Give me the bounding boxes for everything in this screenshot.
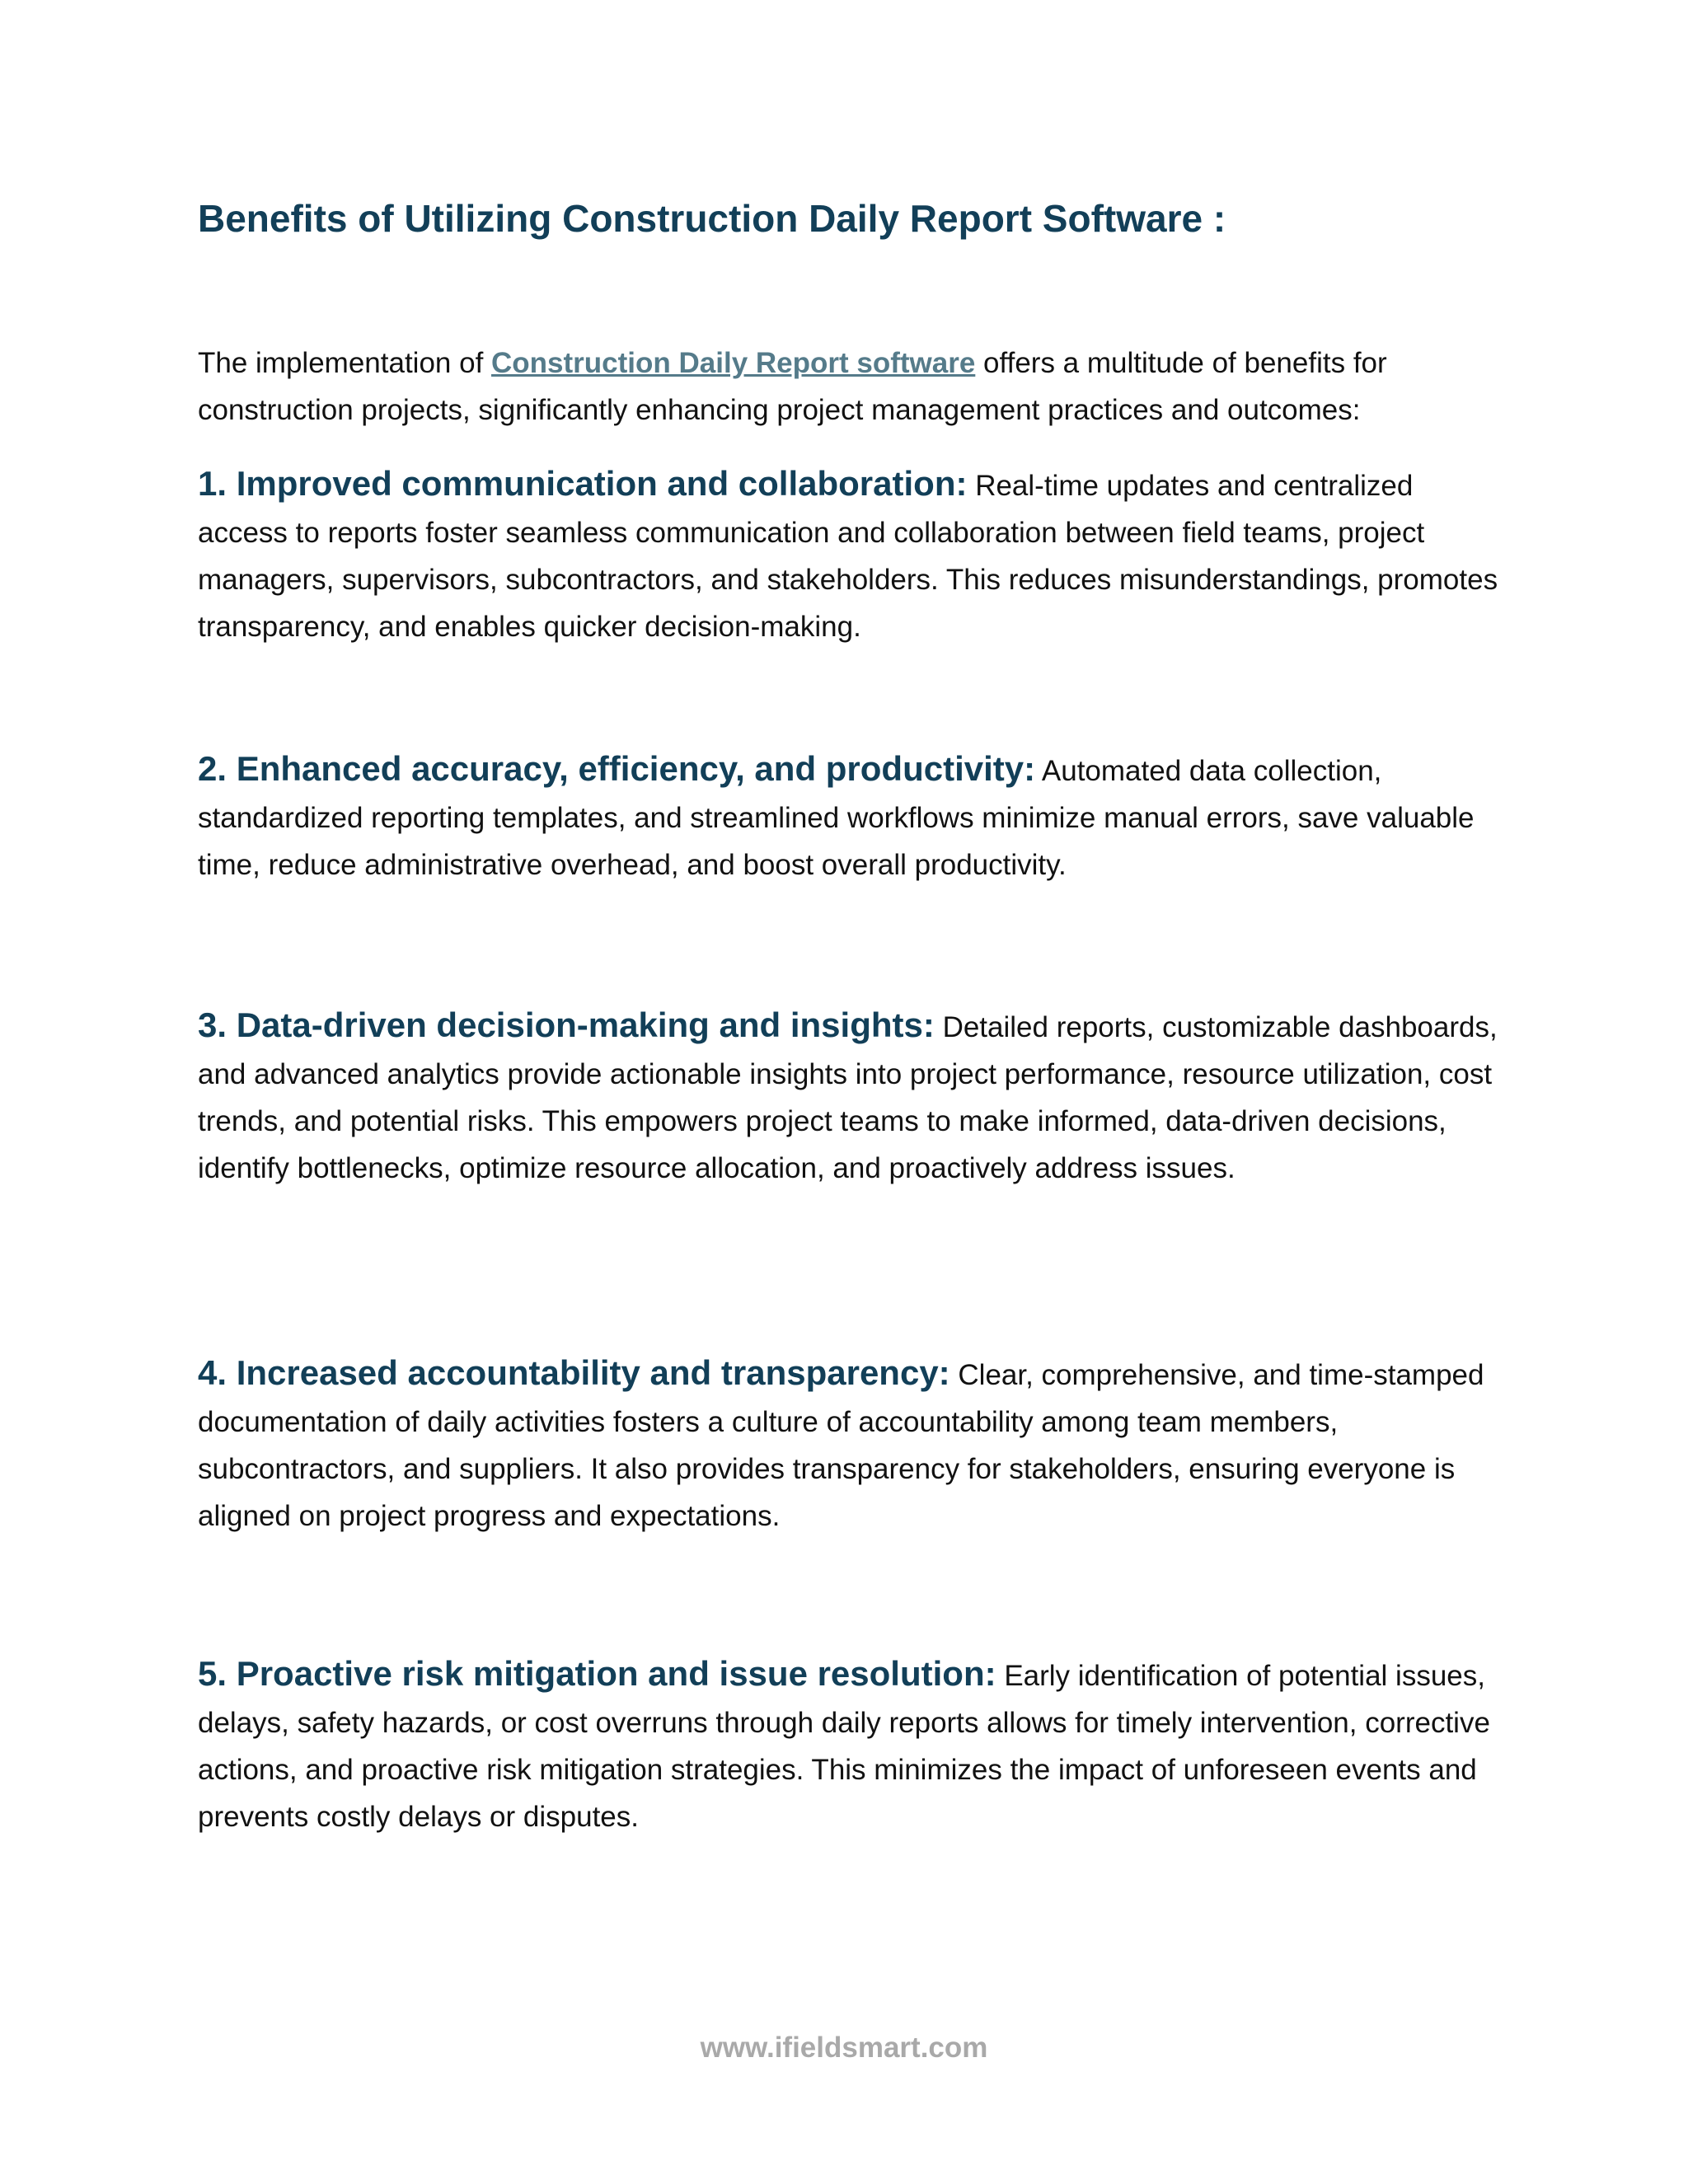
- benefit-item-1: [198, 460, 1500, 650]
- benefit-body: Real-time updates and centralized access to reports foster seamless communication and collaboration between field teams, project managers, supervisors, subcontractors, and stakeholders. This reduces misunderstandings, promotes transparency, and enables quicker decision-making.: [198, 470, 1498, 643]
- benefit-heading: 1. Improved communication and collaboration:: [198, 464, 968, 503]
- footer-website-url: www.ifieldsmart.com: [700, 2032, 988, 2064]
- intro-text-after-link: offers a multitude of benefits for construction projects, significantly enhancing project management practices and outcomes:: [198, 347, 1387, 426]
- benefit-item-5: [198, 1650, 1500, 1840]
- benefit-heading: 5. Proactive risk mitigation and issue resolution:: [198, 1654, 996, 1693]
- benefit-body: Clear, comprehensive, and time-stamped documentation of daily activities fosters a culture of accountability among team members, subcontractors, and suppliers. It also provides transparency for stakeholders, ensuring everyone is aligned on project progress and expectations.: [198, 1359, 1484, 1532]
- intro-text-before-link: The implementation of: [198, 347, 492, 379]
- benefit-heading: 4. Increased accountability and transparency:: [198, 1353, 950, 1392]
- benefit-heading: 2. Enhanced accuracy, efficiency, and productivity:: [198, 749, 1036, 788]
- benefit-heading: 3. Data-driven decision-making and insights:: [198, 1005, 935, 1044]
- benefit-item-2: [198, 745, 1500, 888]
- intro-paragraph: [198, 340, 1500, 434]
- benefit-item-4: [198, 1349, 1500, 1540]
- construction-daily-report-software-link[interactable]: Construction Daily Report software: [491, 347, 976, 379]
- benefit-item-3: [198, 1001, 1500, 1192]
- page-title: Benefits of Utilizing Construction Daily Report Software :: [198, 197, 1226, 240]
- benefit-body: Early identification of potential issues, delays, safety hazards, or cost overruns through daily reports allows for timely intervention, corrective actions, and proactive risk mitigation strategies. This minimizes the impact of unforeseen events and prevents costly delays or disputes.: [198, 1660, 1490, 1833]
- benefit-body: Automated data collection, standardized reporting templates, and streamlined workflows minimize manual errors, save valuable time, reduce administrative overhead, and boost overall productivity.: [198, 755, 1475, 881]
- benefit-body: Detailed reports, customizable dashboards, and advanced analytics provide actionable insights into project performance, resource utilization, cost trends, and potential risks. This empowers project teams to make informed, data-driven decisions, identify bottlenecks, optimize resource allocation, and proactively address issues.: [198, 1011, 1498, 1184]
